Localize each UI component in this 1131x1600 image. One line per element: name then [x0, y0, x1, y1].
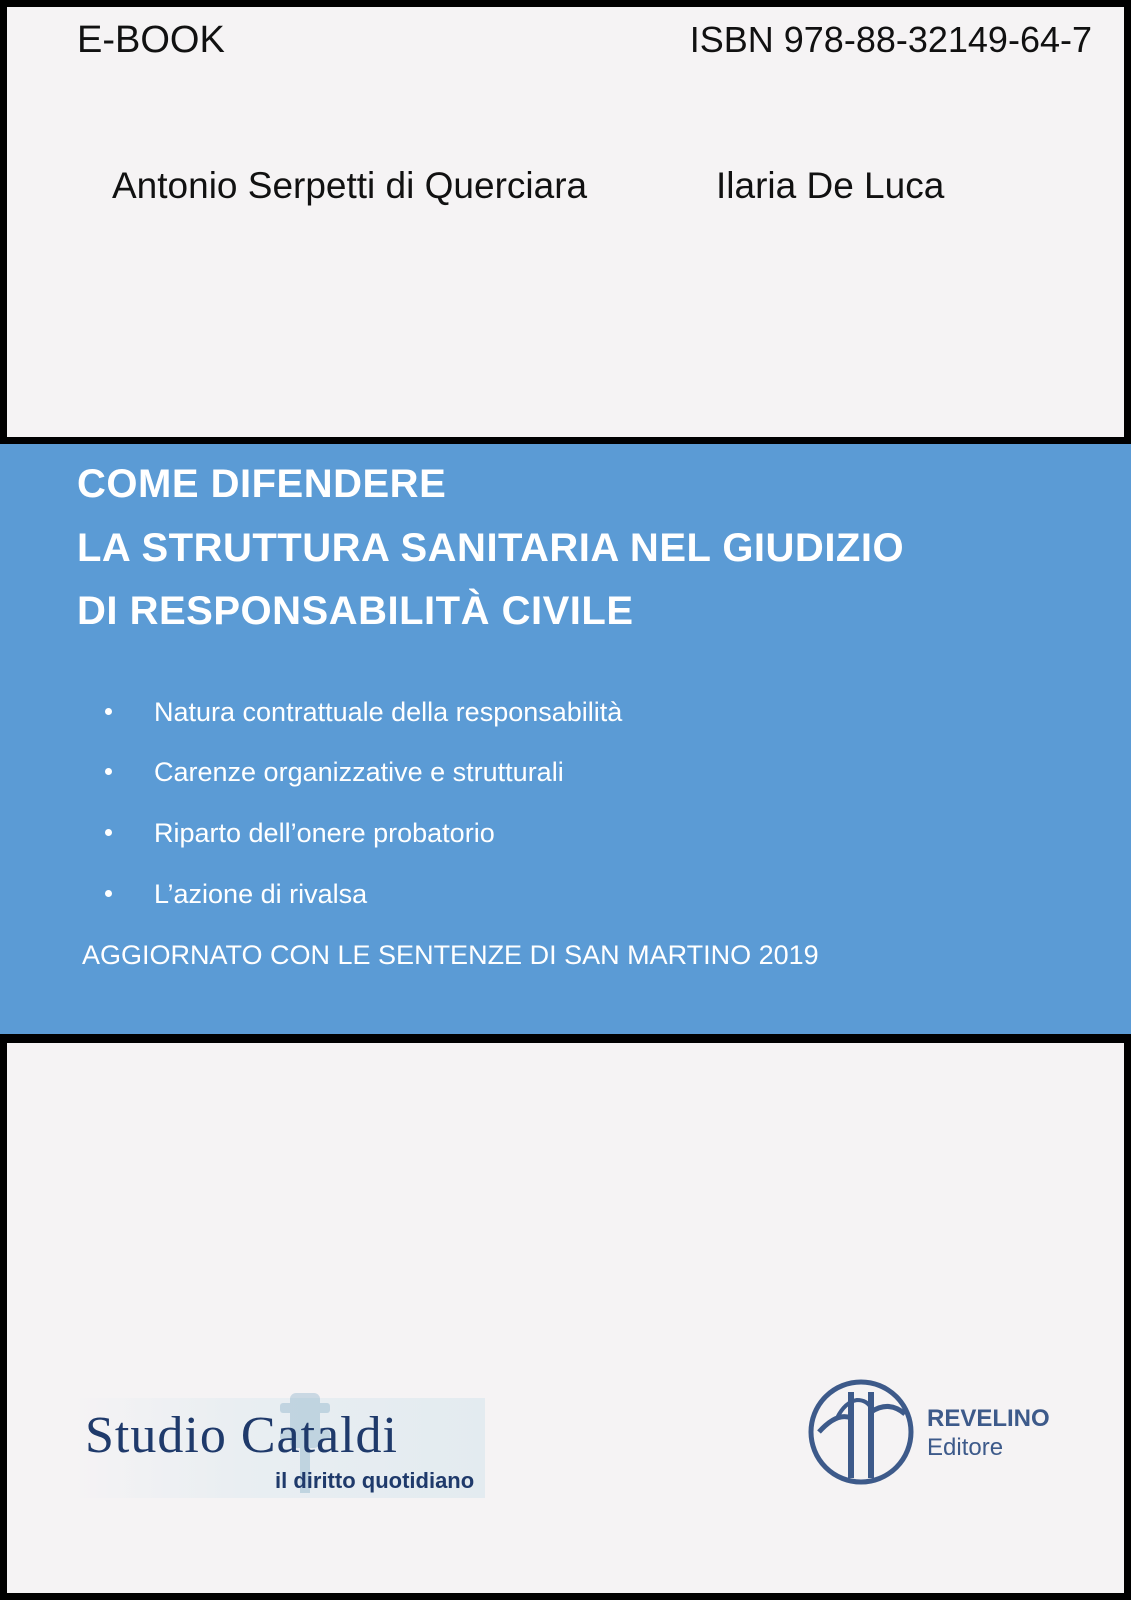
topic-label: Natura contrattuale della responsabilità [154, 697, 623, 727]
book-title-line: COME DIFENDERE [77, 462, 447, 506]
author-name: Ilaria De Luca [716, 165, 945, 206]
top-panel [7, 7, 1124, 437]
bottom-panel [7, 1043, 1124, 1593]
studio-cataldi-wordmark: Studio Cataldi [85, 1407, 398, 1464]
bullet-icon [105, 708, 112, 715]
revelino-wordmark: REVELINO [927, 1405, 1050, 1432]
book-title-line: DI RESPONSABILITÀ CIVILE [77, 589, 634, 633]
list-item [105, 697, 622, 728]
list-item [105, 879, 367, 910]
topic-label: Riparto dell’onere probatorio [154, 818, 495, 848]
isbn-label: ISBN 978-88-32149-64-7 [689, 19, 1092, 60]
topic-label: L’azione di rivalsa [154, 879, 368, 909]
title-band [0, 444, 1131, 1034]
studio-cataldi-logo [75, 1398, 485, 1498]
revelino-emblem-icon [807, 1378, 915, 1486]
book-title-line: LA STRUTTURA SANITARIA NEL GIUDIZIO [77, 526, 905, 570]
list-item [105, 757, 564, 788]
revelino-logo [807, 1368, 1077, 1498]
topic-label: Carenze organizzative e strutturali [154, 757, 564, 787]
list-item [105, 818, 495, 849]
revelino-subtitle: Editore [927, 1434, 1004, 1461]
studio-cataldi-tagline: il diritto quotidiano [275, 1468, 475, 1493]
bullet-icon [105, 890, 112, 897]
edition-label: E-BOOK [77, 19, 225, 61]
update-note: AGGIORNATO CON LE SENTENZE DI SAN MARTINO 2019 [82, 940, 819, 970]
bullet-icon [105, 768, 112, 775]
bullet-icon [105, 829, 112, 836]
author-name: Antonio Serpetti di Querciara [112, 165, 588, 206]
